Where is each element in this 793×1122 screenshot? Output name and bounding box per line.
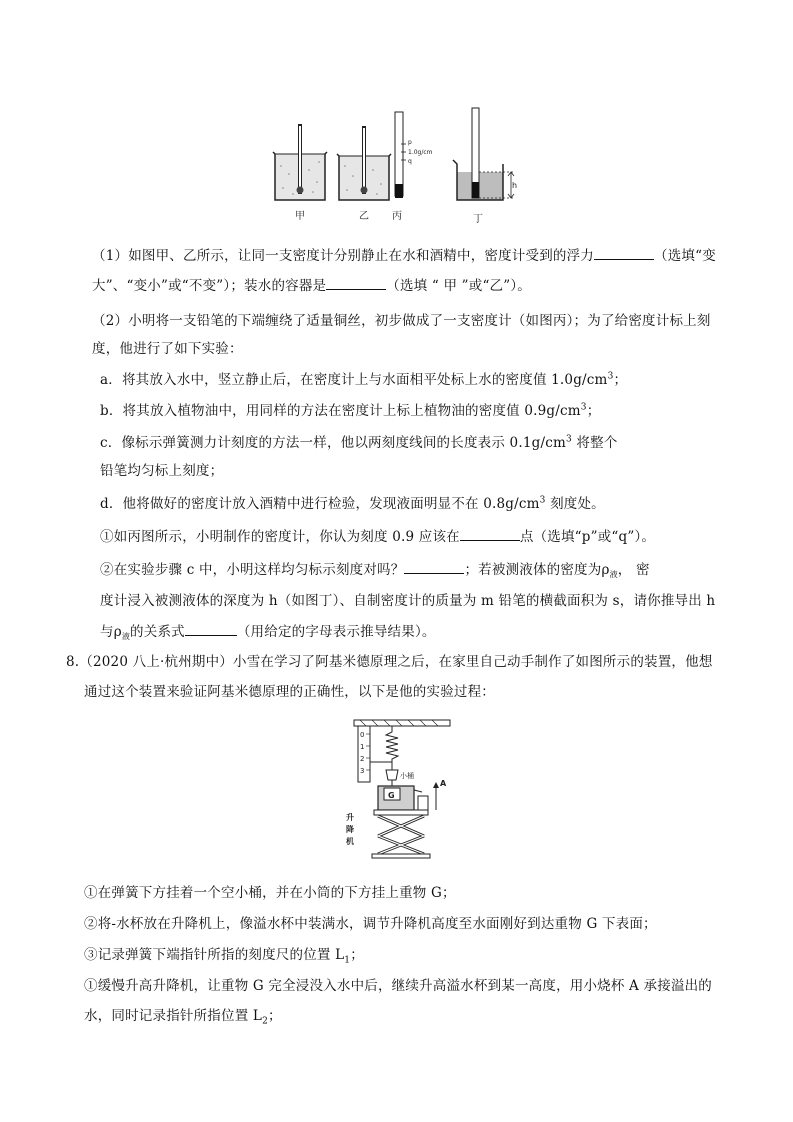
answer-blank-water-container[interactable] (326, 276, 386, 290)
q8-step-4-line1: ①缓慢升高升降机，让重物 G 完全浸没入水中后，继续升高溢水杯到某一高度，用小烧杯 A 承接溢出的 (84, 978, 712, 994)
lift-label-2: 降 (346, 825, 354, 834)
beaker-a-label: A (440, 779, 447, 788)
q7-step-c2: 铅笔均匀标上刻度； (100, 463, 224, 479)
label-h: h (512, 181, 518, 190)
lift-label-3: 机 (346, 837, 354, 846)
q7-sub2-line1: ②在实验步骤 c 中，小明这样均匀标示刻度对吗？ ；若被测液体的密度为$\rho_液$， 密 (100, 562, 650, 579)
q7-part1-line1: （1）如图甲、乙所示，让同一支密度计分别静止在水和酒精中，密度计受到的浮力 （选填“变 (92, 248, 716, 264)
q7-part1-line2: 大”、“变小”或“不变”）；装水的容器是 （选填 “ 甲 ”或“乙”）。 (92, 278, 531, 294)
weight-g-label: G (388, 791, 395, 800)
answer-blank-uniform[interactable] (404, 560, 464, 574)
answer-blank-point[interactable] (460, 527, 520, 541)
q8-intro-line2: 通过这个装置来验证阿基米德原理的正确性，以下是他的实验过程： (84, 684, 495, 700)
q8-step-3: ③记录弹簧下端指针所指的刻度尺的位置 $L_1$； (84, 947, 364, 966)
label-density: 1.0g/cm (408, 149, 433, 156)
q8-step-1: ①在弹簧下方挂着一个空小桶，并在小筒的下方挂上重物 G； (84, 885, 456, 901)
q7-sub2-line2: 度计浸入被测液体的深度为 h（如图丁）、自制密度计的质量为 m 铅笔的横截面积为 s，请你推导出 h (100, 593, 716, 609)
label-yi: 乙 (359, 211, 369, 222)
q8-step-2: ②将-水杯放在升降机上，像溢水杯中装满水，调节升降机高度至水面刚好到达重物 G 下表面； (84, 916, 657, 932)
ruler-tick-2: 2 (360, 755, 365, 763)
answer-blank-relation[interactable] (185, 622, 237, 636)
q7-step-c1: c．像标示弹簧测力计刻度的方法一样，他以两刻度线间的长度表示 $0.1g/cm^3$ 将整个 (100, 434, 618, 451)
archimedes-apparatus-figure (340, 716, 458, 860)
q8-step-4-line2: 水，同时记录指针所指位置 $L_2$； (84, 1008, 282, 1027)
label-p: p (408, 139, 412, 146)
q7-step-a: a．将其放入水中，竖立静止后，在密度计上与水面相平处标上水的密度值 $1.0g/cm^3$； (100, 371, 628, 388)
label-bing: 丙 (392, 211, 402, 222)
q7-sub1: ①如丙图所示，小明制作的密度计，你认为刻度 0.9 应该在 点（选填“p”或“q”）。 (100, 529, 656, 545)
ruler-tick-1: 1 (360, 743, 365, 751)
label-ding: 丁 (473, 214, 483, 225)
label-jia: 甲 (295, 211, 305, 222)
label-q: q (408, 158, 412, 165)
small-bucket-label: 小桶 (400, 772, 414, 780)
answer-blank-buoyancy[interactable] (594, 246, 654, 260)
ruler-tick-3: 3 (360, 767, 365, 775)
q7-step-d: d．他将做好的密度计放入酒精中进行检验，发现液面明显不在 $0.8g/cm^3$ 刻度处。 (100, 495, 605, 512)
q7-step-b: b．将其放入植物油中，用同样的方法在密度计上标上植物油的密度值 $0.9g/cm^3$； (100, 402, 601, 419)
hydrometer-figure (265, 104, 520, 228)
q7-part2-line1: （2）小明将一支铅笔的下端缠绕了适量铜丝，初步做成了一支密度计（如图丙）；为了给密度计标上刻 (92, 313, 711, 329)
q7-part2-line2: 度，他进行了如下实验： (92, 341, 243, 357)
ruler-tick-0: 0 (360, 731, 365, 739)
q7-sub2-line3: 与$\rho_液$的关系式 （用给定的字母表示推导结果）。 (100, 624, 436, 641)
lift-label-1: 升 (346, 813, 354, 822)
q8-intro-line1: 8.（2020 八上·杭州期中）小雪在学习了阿基米德原理之后，在家里自己动手制作了如图所示的装置，他想 (66, 654, 713, 670)
